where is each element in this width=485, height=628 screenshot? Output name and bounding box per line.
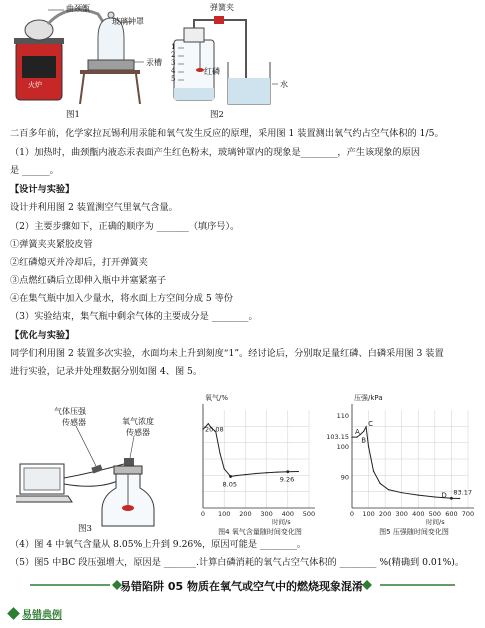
step-2: ②红磷熄灭并冷却后，打开弹簧夹 bbox=[10, 257, 148, 268]
series-point bbox=[351, 437, 352, 438]
x-tick-label: 0 bbox=[349, 510, 355, 518]
design-text: 设计并利用图 2 装置测空气里氧气含量。 bbox=[10, 202, 178, 213]
label-water: 水 bbox=[280, 80, 288, 89]
chart-title: 图4 氧气含量随时间变化图 bbox=[218, 528, 302, 536]
x-tick-label: 200 bbox=[239, 510, 252, 518]
x-tick-label: 400 bbox=[412, 510, 425, 518]
label-trough: 汞槽 bbox=[146, 58, 162, 67]
x-axis-label: 时间/s bbox=[272, 518, 291, 526]
question-3: （3）实验结束，集气瓶中剩余气体的主要成分是 ________。 bbox=[10, 311, 258, 322]
label-fire: 火炉 bbox=[28, 81, 42, 89]
figure-3-drawing bbox=[16, 392, 181, 534]
figure-2 bbox=[170, 0, 290, 118]
scale-2: 2 bbox=[171, 51, 176, 59]
series-point bbox=[365, 426, 366, 427]
figure-1 bbox=[8, 0, 176, 120]
scale-3: 3 bbox=[171, 59, 176, 67]
data-label-min: 8.05 bbox=[222, 480, 238, 489]
question-1a: （1）加热时，曲颈甑内液态汞表面产生红色粉末，玻璃钟罩内的现象是________，产生该现象的原因 bbox=[10, 147, 421, 158]
chart-title: 图5 压强随时间变化图 bbox=[379, 528, 449, 536]
x-tick-label: 300 bbox=[395, 510, 408, 518]
series-point bbox=[277, 472, 278, 473]
label-pressure-sensor: 气体压强 bbox=[54, 407, 86, 416]
label-pressure-sensor-2: 传感器 bbox=[62, 418, 86, 427]
series-line bbox=[352, 427, 460, 499]
series-point bbox=[255, 473, 256, 474]
section-optimize: 【优化与实验】 bbox=[10, 330, 75, 341]
intro-text: 二百多年前，化学家拉瓦锡利用汞能和氧气发生反应的原理，采用图 1 装置测出氧气约占空气体积的 1/5。 bbox=[10, 128, 444, 139]
series-point bbox=[388, 489, 389, 490]
data-label-start: 20.08 bbox=[205, 425, 224, 434]
series-point bbox=[224, 468, 225, 469]
x-tick-label: 500 bbox=[428, 510, 442, 518]
data-label-end: 83.17 bbox=[453, 488, 473, 497]
label-oxygen-sensor-2: 传感器 bbox=[126, 428, 150, 437]
figure-2-drawing bbox=[170, 0, 290, 118]
figure-1-caption: 图1 bbox=[66, 110, 80, 120]
label-bell-jar: 玻璃钟罩 bbox=[112, 17, 144, 26]
figure-4-chart bbox=[185, 392, 325, 540]
question-4: （4）图 4 中氧气含量从 8.05%上升到 9.26%，原因可能是 ________。 bbox=[10, 539, 306, 550]
end-point bbox=[286, 470, 289, 473]
section-example-label: 易错典例 bbox=[22, 610, 62, 621]
x-tick-label: 100 bbox=[217, 510, 231, 518]
figure-5-chart bbox=[326, 392, 481, 540]
figure-5-svg bbox=[326, 392, 481, 540]
series-point bbox=[380, 483, 381, 484]
series-point bbox=[202, 429, 203, 430]
x-tick-label: 400 bbox=[281, 510, 295, 518]
label-oxygen-sensor: 氧气浓度 bbox=[122, 417, 154, 426]
label-spring-clamp: 弹簧夹 bbox=[210, 3, 234, 12]
series-point bbox=[236, 475, 237, 476]
series-point bbox=[401, 492, 402, 493]
x-tick-label: 600 bbox=[445, 510, 458, 518]
data-label-end: 9.26 bbox=[279, 475, 295, 484]
point-label-c: C bbox=[368, 419, 373, 428]
figure-3-caption: 图3 bbox=[78, 524, 92, 534]
x-tick-label: 200 bbox=[378, 510, 392, 518]
scale-1: 1 bbox=[171, 43, 176, 51]
optimize-text-2: 进行实验，记录并处理数据分别如图 4、图 5。 bbox=[10, 366, 203, 377]
series-point bbox=[219, 453, 220, 454]
series-point bbox=[360, 434, 361, 435]
question-1b: 是 ______。 bbox=[10, 165, 59, 176]
x-tick-label: 100 bbox=[362, 510, 375, 518]
label-red-phosphorus: 红磷 bbox=[204, 67, 220, 76]
y-tick-label: 100 bbox=[336, 442, 349, 451]
y-axis-label: 压强/kPa bbox=[354, 394, 383, 402]
x-tick-label: 0 bbox=[200, 510, 206, 518]
y-tick-label: 90 bbox=[340, 473, 349, 482]
question-2: （2）主要步骤如下，正确的顺序为 _______（填序号）。 bbox=[10, 221, 240, 232]
label-retort: 曲颈甑 bbox=[66, 4, 90, 13]
figure-4-svg bbox=[185, 392, 325, 540]
series-point bbox=[356, 437, 357, 438]
section-design: 【设计与实验】 bbox=[10, 184, 75, 195]
step-1: ①弹簧夹夹紧胶皮管 bbox=[10, 239, 93, 250]
series-point bbox=[373, 471, 374, 472]
series-point bbox=[298, 471, 299, 472]
step-3: ③点燃红磷后立即伸入瓶中并塞紧塞子 bbox=[10, 275, 167, 286]
question-5: （5）图5 中BC 段压强增大，原因是 _______.计算白磷消耗的氧气占空气体积的 ________ %(精确到 0.01%)。 bbox=[10, 557, 465, 568]
series-point bbox=[368, 446, 369, 447]
optimize-text-1: 同学们利用图 2 装置多次实验，水面均未上升到刻度“1”。经讨论后，分别取足量红磷、白磷采用图 3 装置 bbox=[10, 348, 444, 359]
scale-4: 4 bbox=[171, 67, 176, 75]
series-point bbox=[459, 498, 460, 499]
series-point bbox=[434, 496, 435, 497]
series-point bbox=[245, 474, 246, 475]
series-point bbox=[363, 431, 364, 432]
x-tick-label: 500 bbox=[302, 510, 316, 518]
series-point bbox=[418, 495, 419, 496]
step-4: ④在集气瓶中加入少量水，将水面上方空间分成 5 等份 bbox=[10, 293, 233, 304]
x-tick-label: 700 bbox=[461, 510, 475, 518]
x-tick-label: 300 bbox=[260, 510, 273, 518]
series-point bbox=[208, 423, 209, 424]
scale-5: 5 bbox=[171, 75, 176, 83]
end-point bbox=[450, 497, 453, 500]
point-label-a: A bbox=[354, 428, 360, 437]
figure-3 bbox=[16, 392, 181, 534]
y-axis-label: 氧气/% bbox=[205, 394, 229, 402]
series-point bbox=[266, 472, 267, 473]
data-label-start: 103.15 bbox=[326, 433, 349, 442]
min-point bbox=[229, 475, 232, 478]
figure-2-caption: 图2 bbox=[210, 110, 224, 120]
point-label-b: B bbox=[361, 436, 367, 445]
banner-title: 易错陷阱 05 物质在氧气或空气中的燃烧现象混淆 bbox=[120, 580, 363, 593]
point-label-d: D bbox=[441, 491, 447, 500]
section-diamond-icon bbox=[7, 607, 20, 620]
y-tick-label: 110 bbox=[336, 412, 349, 421]
x-axis-label: 时间/s bbox=[426, 518, 445, 526]
